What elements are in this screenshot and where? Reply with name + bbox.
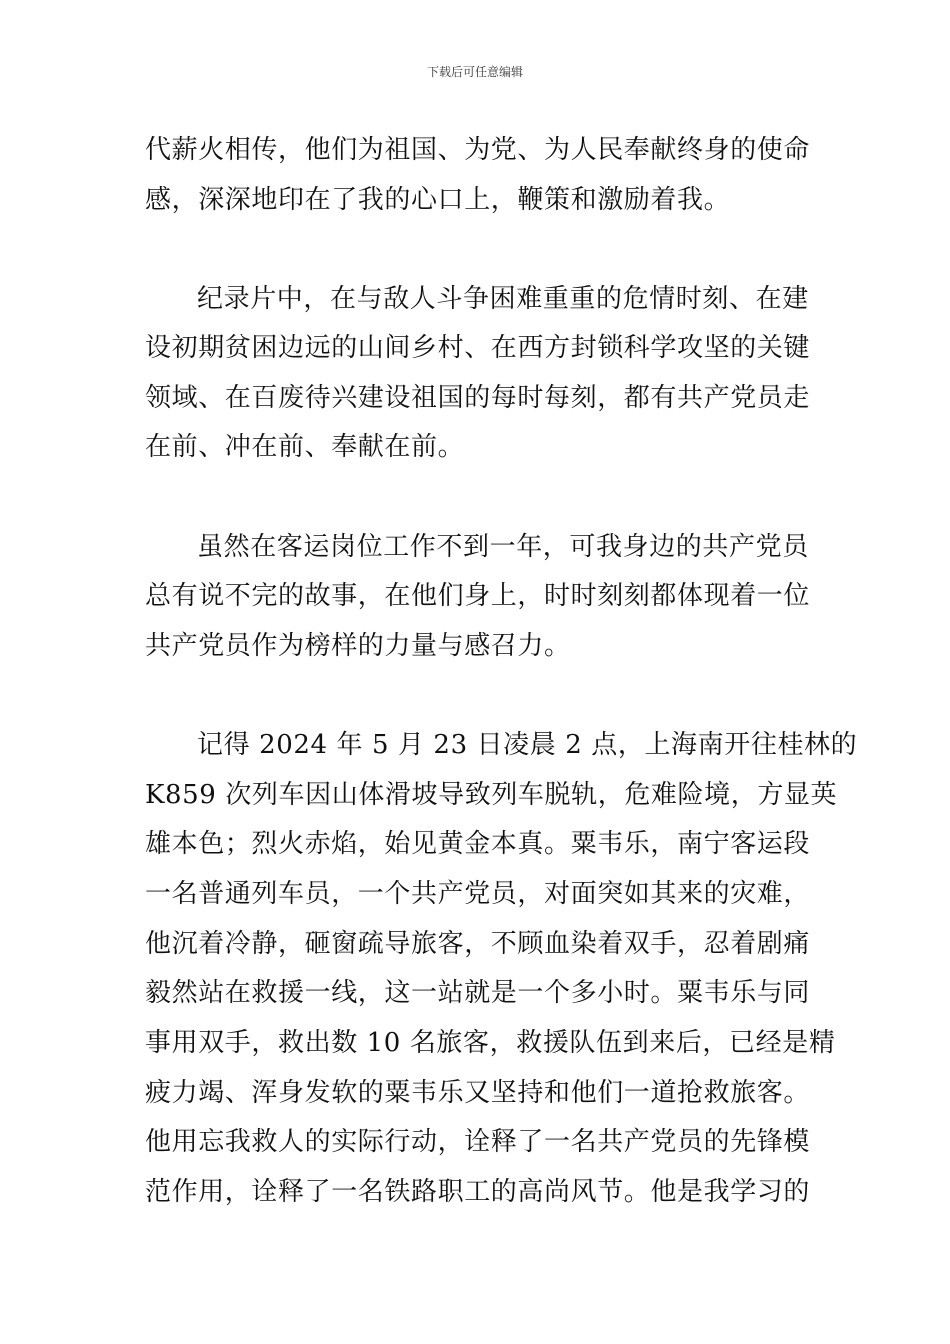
text-line: 他沉着冷静，砸窗疏导旅客，不顾血染着双手，忍着剧痛 [145,929,811,959]
text-line: 代薪火相传，他们为祖国、为党、为人民奉献终身的使命 [145,135,811,165]
paragraph-first-line: 纪录片中，在与敌人斗争困难重重的危情时刻、在建 [197,284,809,314]
text-line: 范作用，诠释了一名铁路职工的高尚风节。他是我学习的 [145,1177,811,1207]
text-line: 事用双手，救出数 10 名旅客，救援队伍到来后，已经是精 [145,1028,836,1058]
text-line: 共产党员作为榜样的力量与感召力。 [145,631,571,661]
paragraph-first-line: 虽然在客运岗位工作不到一年，可我身边的共产党员 [197,532,809,562]
text-line: 感，深深地印在了我的心口上，鞭策和激励着我。 [145,185,731,215]
text-line: 毅然站在救援一线，这一站就是一个多小时。粟韦乐与同 [145,978,811,1008]
text-line: 他用忘我救人的实际行动，诠释了一名共产党员的先锋模 [145,1127,811,1157]
paragraph-first-line: 记得 2024 年 5 月 23 日凌晨 2 点，上海南开往桂林的 [197,730,858,760]
text-line: 疲力竭、浑身发软的粟韦乐又坚持和他们一道抢救旅客。 [145,1078,811,1108]
text-line: 雄本色；烈火赤焰，始见黄金本真。粟韦乐，南宁客运段 [145,829,811,859]
text-line: 设初期贫困边远的山间乡村、在西方封锁科学攻坚的关键 [145,333,811,363]
text-line: 领域、在百废待兴建设祖国的每时每刻，都有共产党员走 [145,383,811,413]
text-line: 在前、冲在前、奉献在前。 [145,432,465,462]
text-line: 一名普通列车员，一个共产党员，对面突如其来的灾难， [145,879,811,909]
text-line: 总有说不完的故事，在他们身上，时时刻刻都体现着一位 [145,581,811,611]
text-line: K859 次列车因山体滑坡导致列车脱轨，危难险境，方显英 [145,780,838,810]
page-header: 下载后可任意编辑 [426,65,523,79]
